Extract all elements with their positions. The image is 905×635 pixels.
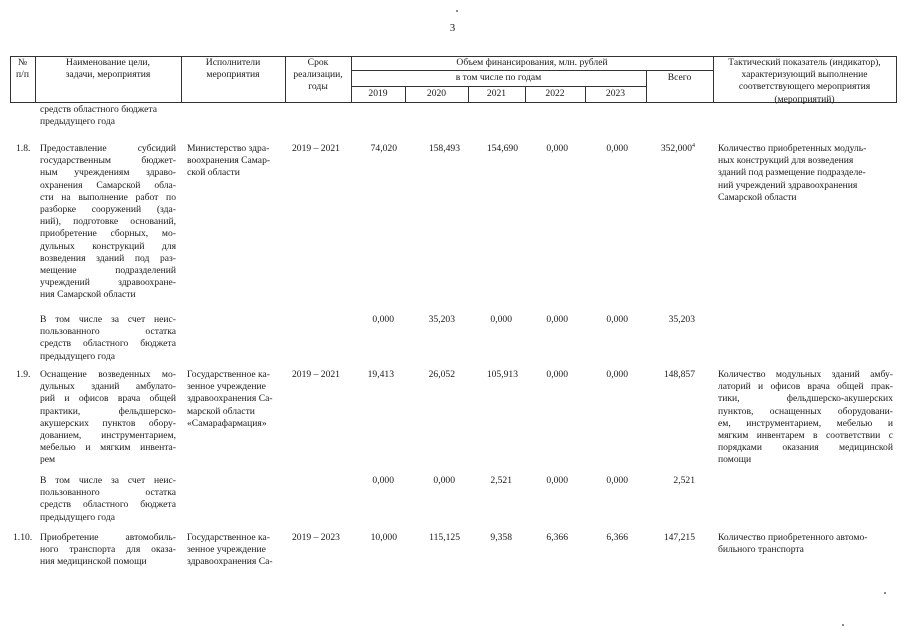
header-year-2020: 2020 bbox=[426, 88, 447, 99]
row-term: 2019 – 2021 bbox=[292, 369, 340, 380]
page-number: 3 bbox=[449, 22, 456, 34]
value-total: 148,857 bbox=[663, 369, 695, 380]
header-executors: Исполнители мероприятия bbox=[205, 57, 261, 81]
value-2023: 0,000 bbox=[606, 314, 628, 325]
value-total: 352,000$^4$ bbox=[660, 142, 695, 154]
footnote-marker: 4 bbox=[692, 142, 695, 149]
value-2021: 105,913 bbox=[486, 369, 518, 380]
value-2021: 2,521 bbox=[490, 475, 512, 486]
col-border bbox=[896, 56, 897, 103]
scan-speck bbox=[842, 624, 844, 626]
row-term: 2019 – 2021 bbox=[292, 143, 340, 154]
row-indicator: Количество модульных зданий амбу- латорий и офисов врача общей прак- тики, фельдшерско-акушерских пунктов, оснащенных оборудовани- ем, инструментарием, мебелью и мягким инвентарем в соответствии с порядками оказания медицинской помощи bbox=[718, 369, 893, 466]
value-2021: 0,000 bbox=[490, 314, 512, 325]
value-2020: 26,052 bbox=[428, 369, 455, 380]
row-executor: Министерство здра- воохранения Самар- ской области bbox=[187, 143, 271, 179]
header-sub-border-2 bbox=[351, 86, 646, 87]
header-by-years: в том числе по годам bbox=[455, 72, 542, 83]
value-2019: 74,020 bbox=[370, 143, 397, 154]
value-total: 2,521 bbox=[673, 475, 695, 486]
row-indicator: Количество приобретенного автомо- бильного транспорта bbox=[718, 532, 868, 556]
row-executor: Государственное ка- зенное учреждение здравоохранения Са- марской области «Самарафармация» bbox=[187, 369, 273, 429]
value-2019: 0,000 bbox=[372, 314, 394, 325]
row-number: 1.8. bbox=[16, 143, 31, 154]
value-2021: 9,358 bbox=[490, 532, 512, 543]
row-number: 1.9. bbox=[16, 369, 31, 380]
value-2020: 0,000 bbox=[433, 475, 455, 486]
header-funding: Объем финансирования, млн. рублей bbox=[456, 57, 608, 68]
row-indicator: Количество приобретенных модуль- ных конструкций для возведения зданий под размещение подразделе- ний учреждений здравоохранения Самарской области bbox=[718, 143, 867, 203]
header-year-2021: 2021 bbox=[486, 88, 507, 99]
value-total: 35,203 bbox=[668, 314, 695, 325]
value-2020: 158,493 bbox=[428, 143, 460, 154]
header-year-2019: 2019 bbox=[368, 88, 388, 99]
value-2019: 19,413 bbox=[367, 369, 394, 380]
value-2020: 115,125 bbox=[429, 532, 460, 543]
row-name: В том числе за счет неис- пользованного остатка средств областного бюджета предыдущего года bbox=[40, 475, 176, 523]
value-2023: 0,000 bbox=[606, 475, 628, 486]
value-2021: 154,690 bbox=[486, 143, 518, 154]
scan-speck bbox=[884, 592, 886, 594]
value-2020: 35,203 bbox=[428, 314, 455, 325]
row-number: 1.10. bbox=[13, 532, 33, 543]
row-name: В том числе за счет неис- пользованного остатка средств областного бюджета предыдущего года bbox=[40, 314, 176, 362]
header-indicator: Тактический показатель (индикатор), характеризующий выполнение соответствующего мероприятия (мероприятий) bbox=[728, 57, 881, 105]
row-name: Приобретение автомобиль- ного транспорта для оказа- ния медицинской помощи bbox=[40, 532, 176, 568]
scan-speck bbox=[456, 10, 458, 12]
value-total: 147,215 bbox=[663, 532, 695, 543]
row-term: 2019 – 2023 bbox=[292, 532, 340, 543]
value-2023: 0,000 bbox=[606, 143, 628, 154]
header-name: Наименование цели, задачи, мероприятия bbox=[65, 57, 151, 81]
value-2023: 0,000 bbox=[606, 369, 628, 380]
header-total: Всего bbox=[667, 72, 692, 83]
header-num: № п/п bbox=[16, 57, 29, 81]
row-name: Предоставление субсидий государственным бюджет- ным учреждениям здраво- охранения Самарской обла- сти на выполнение работ по разборке сооружений (зда- ний), подготовке оснований, приобретение сборных, мо- дульных конструкций для возведения зданий под раз- мещение подразделений учреждений здравоохране- ния Самарской области bbox=[40, 143, 176, 301]
header-term: Срок реализации, годы bbox=[293, 57, 343, 93]
value-2019: 0,000 bbox=[372, 475, 394, 486]
header-sub-border-1 bbox=[351, 70, 713, 71]
value-2019: 10,000 bbox=[370, 532, 397, 543]
row-executor: Государственное ка- зенное учреждение здравоохранения Са- bbox=[187, 532, 273, 568]
value-2022: 0,000 bbox=[546, 369, 568, 380]
value-2022: 0,000 bbox=[546, 143, 568, 154]
continued-text: средств областного бюджета предыдущего года bbox=[40, 104, 157, 128]
header-year-2022: 2022 bbox=[545, 88, 565, 99]
value-2023: 6,366 bbox=[606, 532, 628, 543]
value-2022: 6,366 bbox=[546, 532, 568, 543]
value-2022: 0,000 bbox=[546, 475, 568, 486]
header-year-2023: 2023 bbox=[605, 88, 626, 99]
value-2022: 0,000 bbox=[546, 314, 568, 325]
row-name: Оснащение возведенных мо- дульных зданий амбулато- рий и офисов врача общей практики, фельдшерско- акушерских пунктов обору- дованием, инструментарием, мебелью и мягким инвента- рем bbox=[40, 369, 176, 466]
